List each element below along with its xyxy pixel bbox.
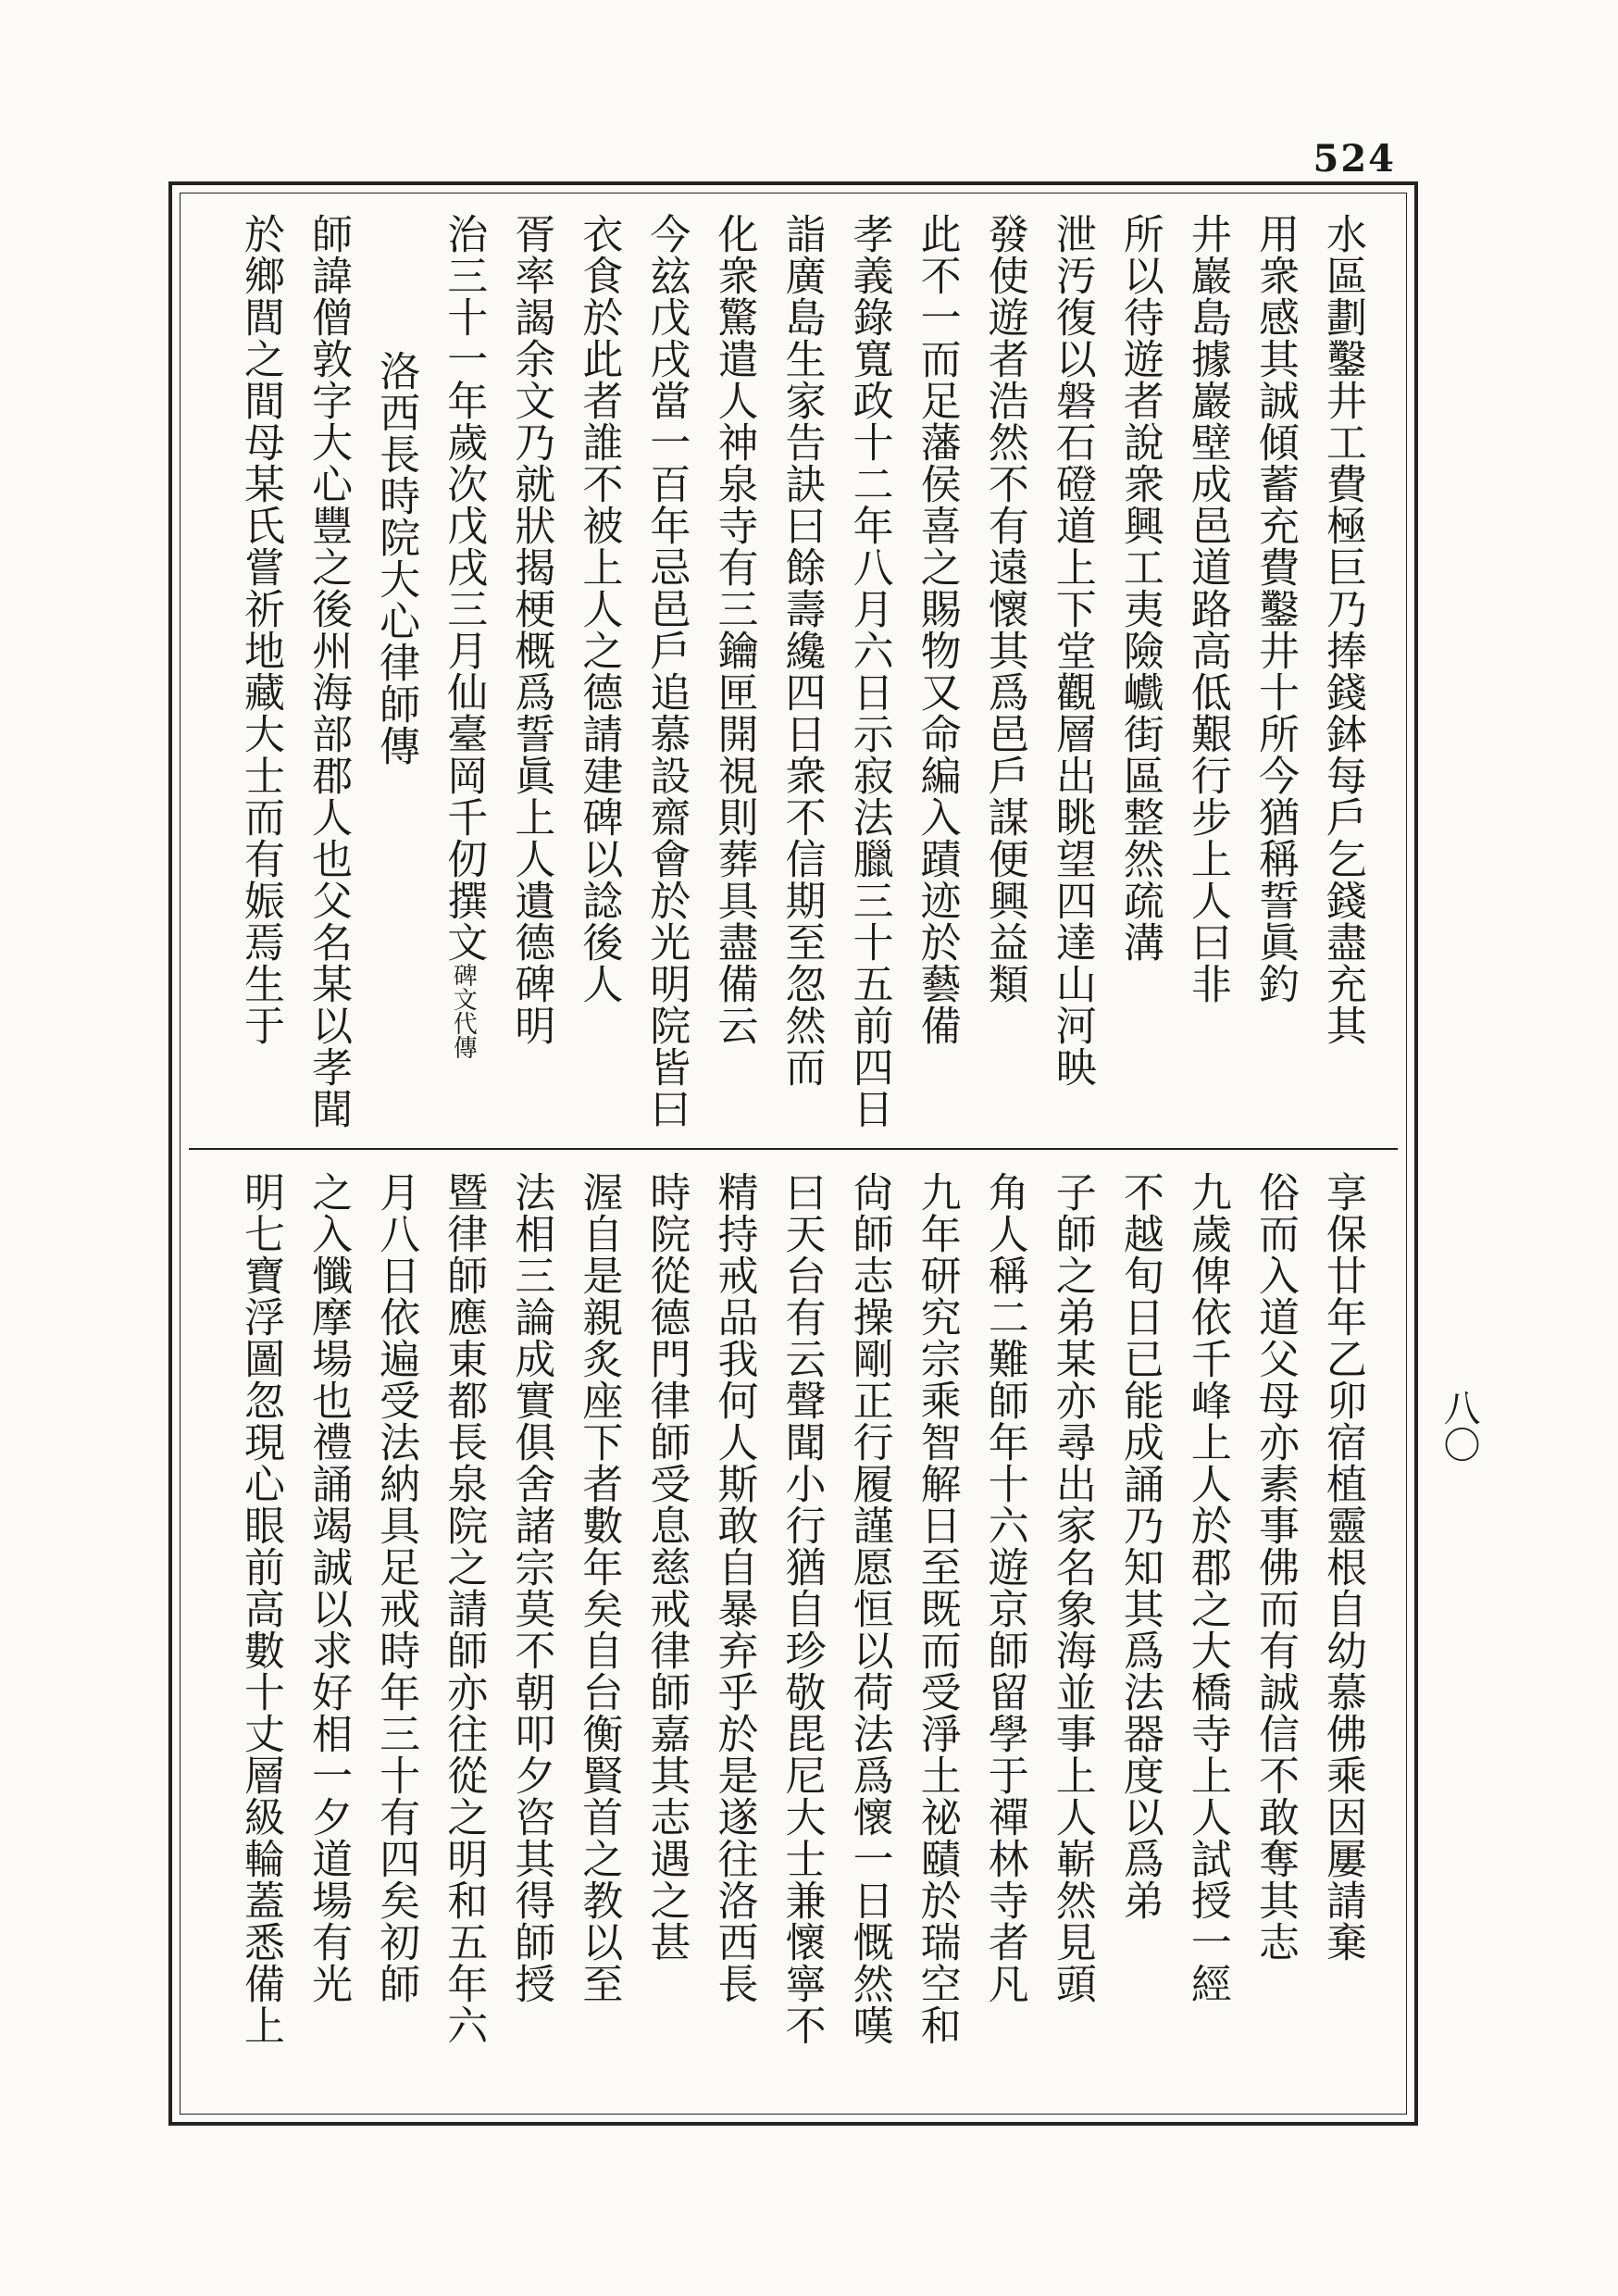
margin-page-note: 八〇 bbox=[1438, 1389, 1480, 1463]
lower-column-16: 之入懺摩場也禮誦竭誠以求好相一夕道場有光 bbox=[305, 1171, 353, 2004]
lower-column-2: 俗而入道父母亦素事佛而有誠信不敢奪其志 bbox=[1251, 1171, 1299, 1963]
upper-column-14 bbox=[430, 213, 498, 1129]
page-number: 524 bbox=[1313, 137, 1396, 181]
upper-column-5: 泄汚復以磐石磴道上下堂觀層出眺望四達山河映 bbox=[1048, 213, 1096, 1088]
text-frame bbox=[168, 181, 1418, 2126]
signature-note: 碑文代傳 bbox=[449, 963, 478, 1059]
upper-column-2: 用衆感其誠傾蓄充費鑿井十所今猶稱誓眞釣 bbox=[1251, 213, 1299, 1004]
upper-text-block bbox=[228, 213, 1377, 1129]
lower-column-7: 九年研究宗乘智解日至既而受淨土祕賾於瑞空和 bbox=[913, 1171, 961, 2046]
upper-column-11: 今玆戊戌當一百年忌邑戶追慕設齋會於光明院皆曰 bbox=[642, 213, 691, 1129]
lower-column-6: 角人稱二難師年十六遊京師留學于禪林寺者凡 bbox=[980, 1171, 1028, 2004]
upper-column-1: 水區劃鑿井工費極巨乃捧錢鉢每戶乞錢盡充其 bbox=[1319, 213, 1366, 1046]
upper-column-12: 衣食於此者誰不被上人之德請建碑以諗後人 bbox=[575, 213, 623, 1004]
lower-text-block bbox=[228, 1171, 1377, 2106]
lower-column-10: 精持戒品我何人斯敢自暴弃乎於是遂往洛西長 bbox=[710, 1171, 758, 2004]
upper-column-4: 所以待遊者說衆興工夷險巇街區整然疏溝 bbox=[1115, 213, 1164, 963]
upper-column-3: 井巖島據巖壁成邑道路高低艱行步上人曰非 bbox=[1183, 213, 1231, 1004]
lower-column-11: 時院從德門律師受息慈戒律師嘉其志遇之甚 bbox=[642, 1171, 691, 1963]
upper-column-6: 發使遊者浩然不有遠懷其爲邑戶謀便興益類 bbox=[980, 213, 1028, 1004]
section-divider bbox=[189, 1148, 1398, 1150]
lower-column-4: 不越旬日已能成誦乃知其爲法器度以爲弟 bbox=[1115, 1171, 1164, 1921]
lower-column-14: 暨律師應東都長泉院之請師亦往從之明和五年六 bbox=[440, 1171, 488, 2046]
section-heading: 洛西長時院大心律師傳 bbox=[372, 350, 420, 767]
upper-column-13: 胥率謁余文乃就狀揭梗概爲誓眞上人遺德碑明 bbox=[507, 213, 555, 1046]
upper-column-7: 此不一而足藩侯喜之賜物又命編入蹟迹於藝備 bbox=[913, 213, 961, 1046]
lower-column-5: 子師之弟某亦尋出家名象海並事上人嶄然見頭 bbox=[1048, 1171, 1096, 2004]
date-author-line: 治三十一年歲次戊戌三月仙臺岡千仞撰文 bbox=[440, 213, 488, 963]
upper-column-16: 師諱僧敦字大心豐之後州海部郡人也父名某以孝聞 bbox=[305, 213, 353, 1129]
upper-column-9: 詣廣島生家告訣曰餘壽纔四日衆不信期至忽然而 bbox=[778, 213, 826, 1088]
lower-column-1: 享保廿年乙卯宿植靈根自幼慕佛乘因屢請棄 bbox=[1319, 1171, 1366, 1963]
upper-column-8: 孝義錄寬政十二年八月六日示寂法臘三十五前四日 bbox=[845, 213, 893, 1129]
upper-column-10: 化衆驚遣人神泉寺有三鑰匣開視則葬具盡備云 bbox=[710, 213, 758, 1046]
lower-column-8: 尙師志操剛正行履謹愿恒以荷法爲懷一日慨然嘆 bbox=[845, 1171, 893, 2046]
lower-column-15: 月八日依遍受法納具足戒時年三十有四矣初師 bbox=[372, 1171, 420, 2004]
lower-column-3: 九歲俾依千峰上人於郡之大橋寺上人試授一經 bbox=[1183, 1171, 1231, 2004]
lower-column-13: 法相三論成實俱舍諸宗莫不朝叩夕咨其得師授 bbox=[507, 1171, 555, 2004]
lower-column-12: 渥自是親炙座下者數年矣自台衡賢首之教以至 bbox=[575, 1171, 623, 2004]
lower-column-17: 明七寶浮圖忽現心眼前高數十丈層級輪蓋悉備上 bbox=[237, 1171, 284, 2046]
lower-column-9: 曰天台有云聲聞小行猶自珍敬毘尼大士兼懷寧不 bbox=[778, 1171, 826, 2046]
upper-column-17: 於鄉閭之間母某氏嘗祈地藏大士而有娠焉生于 bbox=[237, 213, 284, 1046]
